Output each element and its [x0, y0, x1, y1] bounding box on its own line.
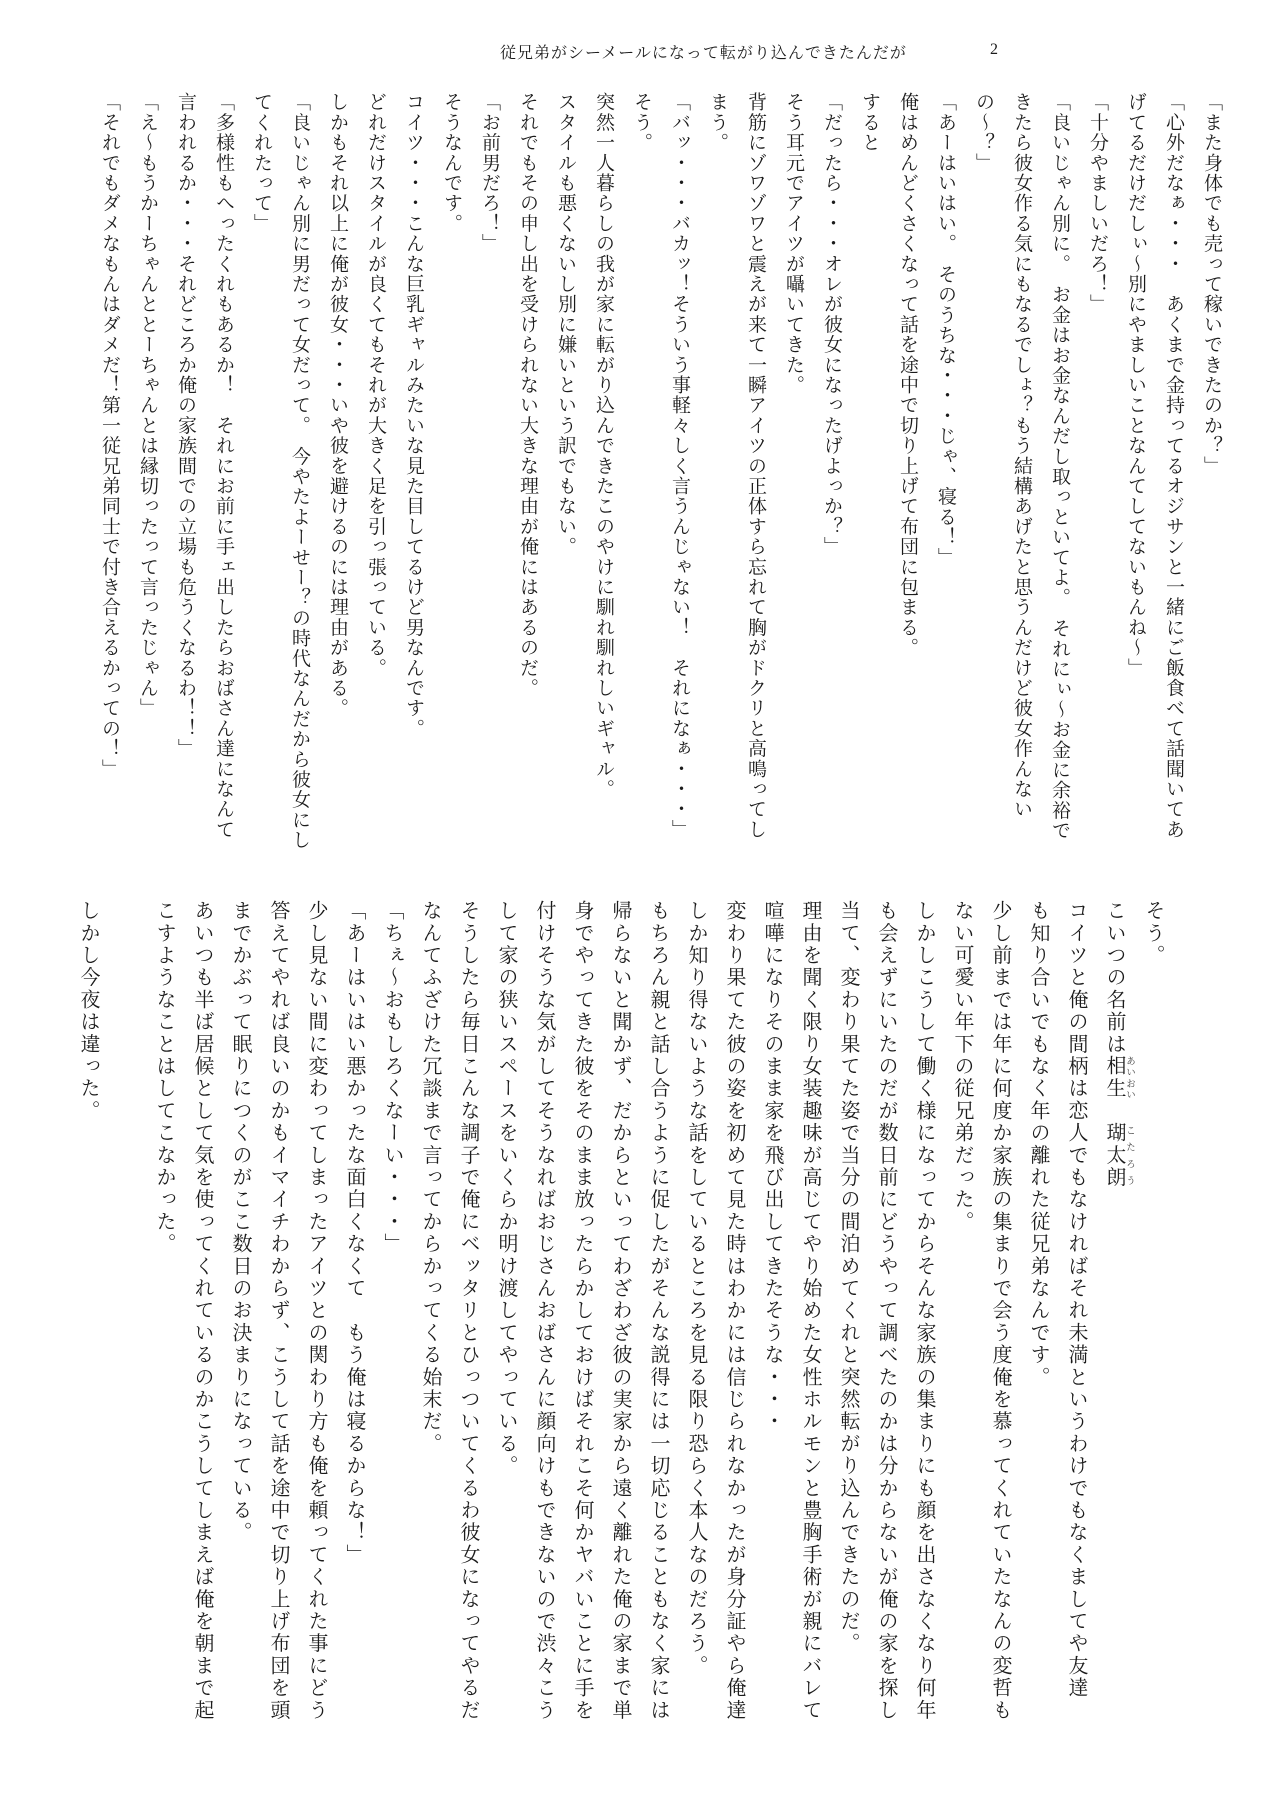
text-column: こすようなことはしてこなかった。 — [153, 900, 175, 1256]
text-column: 「多様性もへったくれもあるか！ それにお前に手ェ出したらおばさん達になんて — [213, 92, 234, 840]
text-column: 「だったら・・・オレが彼女になったげよっか？」 — [821, 92, 842, 557]
text-column: 変わり果てた彼の姿を初めて見た時はわかには信じられなかったが身分証やら俺達 — [723, 900, 745, 1722]
text-block-top — [90, 92, 1230, 850]
text-column: しかし今夜は違った。 — [77, 900, 99, 1122]
text-column: 喧嘩になりそのまま家を飛び出してきたそうな・・・ — [761, 900, 783, 1433]
text-column: 「それでもダメなもんはダメだ！第一従兄弟同士で付き合えるかっての！」 — [99, 92, 120, 779]
text-column: 「良いじゃん別に男だって女だって。 今やたよーせー？の時代なんだから彼女にし — [289, 92, 310, 851]
text-column: 身でやってきた彼をそのまま放ったらかしておけばそれこそ何かヤバいことに手を — [571, 900, 593, 1722]
text-column: そう。 — [1142, 900, 1164, 967]
name-surname-furigana: あいおい — [1124, 1055, 1134, 1100]
text-column: 答えてやれば良いのかもイマイチわからず、こうして話を途中で切り上げ布団を頭 — [267, 900, 289, 1722]
text-column: ない可愛い年下の従兄弟だった。 — [951, 900, 973, 1233]
text-column: 「バッ・・・バカッ！そういう事軽々しく言うんじゃない！ それになぁ・・・」 — [669, 92, 690, 840]
text-column: 「良いじゃん別に。 お金はお金なんだし取っといてよ。 それにぃ〜お金に余裕で — [1049, 92, 1070, 841]
text-column: の〜？」 — [973, 92, 994, 173]
text-column: まう。 — [707, 92, 728, 153]
text-column: までかぶって眠りにつくのがここ数日のお決まりになっている。 — [229, 900, 251, 1544]
text-column: 「あーはいはい。 そのうちな・・・じゃ、寝る！」 — [935, 92, 956, 568]
text-column: 帰らないと聞かず、だからといってわざわざ彼の実家から遠く離れた俺の家まで単 — [609, 900, 631, 1722]
text-column: も知り合いでもなく年の離れた従兄弟なんです。 — [1027, 900, 1049, 1389]
running-header-title: 従兄弟がシーメールになって転がり込んできたんだが — [500, 45, 907, 62]
text-block-bottom — [69, 900, 1172, 1721]
text-column: して家の狭いスペースをいくらか明け渡してやっている。 — [495, 900, 517, 1478]
text-column: げてるだけだしぃ〜別にやましいことなんてしてないもんね〜」 — [1125, 92, 1146, 678]
text-column: 付けそうな気がしてそうなればおじさんおばさんに顔向けもできないので渋々こう — [533, 900, 555, 1722]
page-number: 2 — [990, 41, 998, 58]
text-column: しかしこうして働く様になってからそんな家族の集まりにも顔を出さなくなり何年 — [913, 900, 935, 1722]
text-column: 当て、変わり果てた姿で当分の間泊めてくれと突然転がり込んできたのだ。 — [837, 900, 859, 1655]
name-separator — [1103, 1100, 1125, 1122]
text-column: てくれたって」 — [251, 92, 272, 234]
text-column: 「え〜もうかーちゃんととーちゃんとは縁切ったって言ったじゃん」 — [137, 92, 158, 719]
text-column: 「十分やましいだろ！」 — [1087, 92, 1108, 315]
text-column: どれだけスタイルが良くてもそれが大きく足を引っ張っている。 — [365, 92, 386, 678]
text-column: あいつも半ば居候として気を使ってくれているのかこうしてしまえば俺を朝まで起 — [191, 900, 213, 1722]
text-column: スタイルも悪くないし別に嫌いという訳でもない。 — [555, 92, 576, 557]
text-column: しか知り得ないような話をしているところを見る限り恐らく本人なのだろう。 — [685, 900, 707, 1677]
text-column: しかもそれ以上に俺が彼女・・・いや彼を避けるのには理由がある。 — [327, 92, 348, 719]
text-column: きたら彼女作る気にもなるでしょ？もう結構あげたと思うんだけど彼女作んない — [1011, 92, 1032, 820]
text-column: そう。 — [631, 92, 652, 153]
text-column: 「心外だなぁ・・・ あくまで金持ってるオジサンと一緒にご飯食べて話聞いてあ — [1163, 92, 1184, 840]
text-column: なんてふざけた冗談まで言ってからかってくる始末だ。 — [419, 900, 441, 1455]
text-column: 少し前までは年に何度か家族の集まりで会う度俺を慕ってくれていたなんの変哲も — [989, 900, 1011, 1722]
name-given — [1103, 1122, 1134, 1189]
name-given-base: 瑚太朗 — [1103, 1122, 1125, 1189]
text-column: 俺はめんどくさくなって話を途中で切り上げて布団に包まる。 — [897, 92, 918, 658]
text-column: すると — [859, 92, 880, 153]
text-column: も会えずにいたのだが数日前にどうやって調べたのかは分からないが俺の家を探し — [875, 900, 897, 1722]
text-column: 言われるか・・・それどころか俺の家族間での立場も危うくなるわ！！」 — [175, 92, 196, 759]
text-column: 背筋にゾワゾワと震えが来て一瞬アイツの正体すら忘れて胸がドクリと高鳴ってし — [745, 92, 766, 840]
text-column: そうしたら毎日こんな調子で俺にベッタリとひっついてくるわ彼女になってやるだ — [457, 900, 479, 1722]
text-column: 「ちぇ〜おもしろくなーい・・・」 — [381, 900, 403, 1256]
text-column: 少し見ない間に変わってしまったアイツとの関わり方も俺を頼ってくれた事にどう — [305, 900, 327, 1722]
text-column: 理由を聞く限り女装趣味が高じてやり始めた女性ホルモンと豊胸手術が親にバレて — [799, 900, 821, 1722]
text-column: 突然一人暮らしの我が家に転がり込んできたこのやけに馴れ馴れしいギャル。 — [593, 92, 614, 799]
text-column: そうなんです。 — [441, 92, 462, 234]
text-column: 「お前男だろ！」 — [479, 92, 500, 254]
name-line — [1095, 900, 1134, 1721]
name-given-furigana: こたろう — [1124, 1122, 1134, 1189]
text-column: そう耳元でアイツが囁いてきた。 — [783, 92, 804, 395]
name-surname-base: 相生 — [1103, 1055, 1125, 1100]
text-column: コイツと俺の間柄は恋人でもなければそれ未満というわけでもなくましてや友達 — [1065, 900, 1087, 1700]
text-column: もちろん親と話し合うように促したがそんな説得には一切応じることもなく家には — [647, 900, 669, 1722]
text-column: 「また身体でも売って稼いできたのか？」 — [1201, 92, 1222, 476]
name-surname — [1103, 1055, 1134, 1100]
text-column: 「あーはいはい悪かったな面白くなくて もう俺は寝るからな！」 — [343, 900, 365, 1566]
name-line-prefix: こいつの名前は — [1103, 900, 1125, 1056]
blank-column — [107, 900, 145, 1721]
text-column: コイツ・・・こんな巨乳ギャルみたいな見た目してるけど男なんです。 — [403, 92, 424, 739]
text-column: それでもその申し出を受けられない大きな理由が俺にはあるのだ。 — [517, 92, 538, 698]
